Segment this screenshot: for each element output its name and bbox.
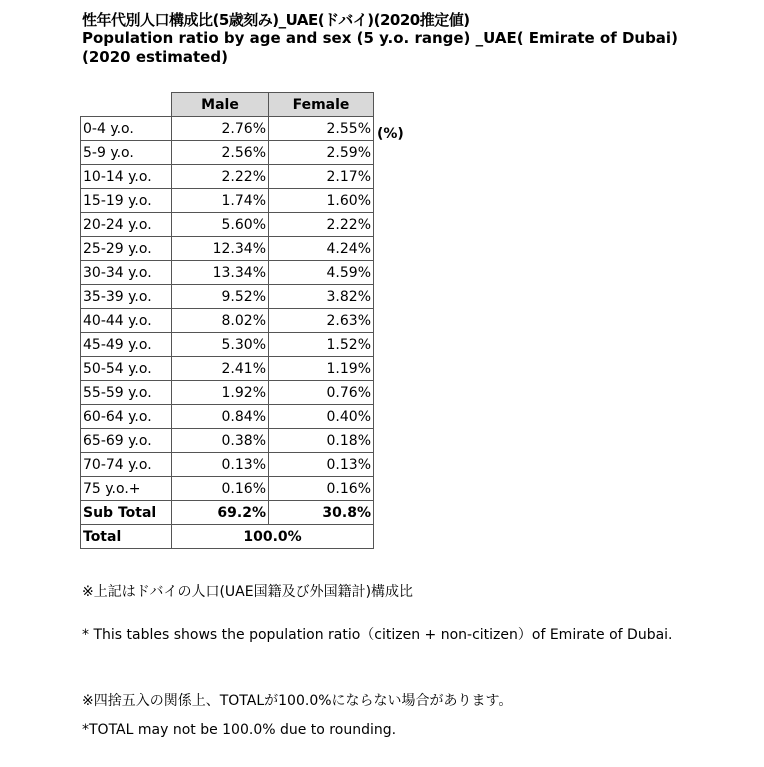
header-blank-cell xyxy=(81,93,172,117)
male-cell: 12.34% xyxy=(172,237,269,261)
table-row xyxy=(81,453,374,477)
male-cell: 0.16% xyxy=(172,477,269,501)
subtotal-male: 69.2% xyxy=(172,501,269,525)
age-cell: 45-49 y.o. xyxy=(81,333,172,357)
age-cell: 30-34 y.o. xyxy=(81,261,172,285)
female-cell: 0.40% xyxy=(269,405,374,429)
age-cell: 0-4 y.o. xyxy=(81,117,172,141)
female-cell: 0.18% xyxy=(269,429,374,453)
table-row xyxy=(81,213,374,237)
age-cell: 60-64 y.o. xyxy=(81,405,172,429)
male-cell: 1.74% xyxy=(172,189,269,213)
page-title-japanese: 性年代別人口構成比(5歳刻み)_UAE(ドバイ)(2020推定値) xyxy=(82,11,470,29)
table-row xyxy=(81,141,374,165)
population-ratio-table xyxy=(80,92,374,549)
female-cell: 1.60% xyxy=(269,189,374,213)
age-cell: 55-59 y.o. xyxy=(81,381,172,405)
age-cell: 35-39 y.o. xyxy=(81,285,172,309)
male-cell: 9.52% xyxy=(172,285,269,309)
table-row xyxy=(81,165,374,189)
table-row xyxy=(81,381,374,405)
table-row xyxy=(81,237,374,261)
table-row xyxy=(81,285,374,309)
note-english-composition: * This tables shows the population ratio（citizen + non-citizen）of Emirate of Dubai. xyxy=(82,627,673,643)
female-cell: 2.22% xyxy=(269,213,374,237)
female-cell: 1.19% xyxy=(269,357,374,381)
subtotal-row xyxy=(81,501,374,525)
female-cell: 0.16% xyxy=(269,477,374,501)
male-cell: 2.41% xyxy=(172,357,269,381)
age-cell: 10-14 y.o. xyxy=(81,165,172,189)
male-cell: 0.38% xyxy=(172,429,269,453)
male-cell: 2.76% xyxy=(172,117,269,141)
female-cell: 4.24% xyxy=(269,237,374,261)
age-cell: 20-24 y.o. xyxy=(81,213,172,237)
male-cell: 0.84% xyxy=(172,405,269,429)
female-cell: 0.76% xyxy=(269,381,374,405)
male-cell: 1.92% xyxy=(172,381,269,405)
subtotal-female: 30.8% xyxy=(269,501,374,525)
note-japanese-rounding: ※四捨五入の関係上、TOTALが100.0%にならない場合があります。 xyxy=(82,693,513,709)
total-row xyxy=(81,525,374,549)
table-row xyxy=(81,405,374,429)
table-row xyxy=(81,429,374,453)
age-cell: 70-74 y.o. xyxy=(81,453,172,477)
subtotal-label: Sub Total xyxy=(81,501,172,525)
male-cell: 5.60% xyxy=(172,213,269,237)
age-cell: 15-19 y.o. xyxy=(81,189,172,213)
table-row xyxy=(81,357,374,381)
female-cell: 2.59% xyxy=(269,141,374,165)
table-row xyxy=(81,333,374,357)
age-cell: 65-69 y.o. xyxy=(81,429,172,453)
female-cell: 4.59% xyxy=(269,261,374,285)
female-cell: 2.55% xyxy=(269,117,374,141)
male-cell: 8.02% xyxy=(172,309,269,333)
female-cell: 3.82% xyxy=(269,285,374,309)
female-cell: 0.13% xyxy=(269,453,374,477)
male-cell: 2.56% xyxy=(172,141,269,165)
age-cell: 5-9 y.o. xyxy=(81,141,172,165)
table-row xyxy=(81,117,374,141)
female-cell: 2.63% xyxy=(269,309,374,333)
age-cell: 25-29 y.o. xyxy=(81,237,172,261)
male-cell: 13.34% xyxy=(172,261,269,285)
male-cell: 0.13% xyxy=(172,453,269,477)
female-cell: 1.52% xyxy=(269,333,374,357)
table-row xyxy=(81,477,374,501)
unit-label: (%) xyxy=(377,126,404,142)
table-header-row xyxy=(81,93,374,117)
total-label: Total xyxy=(81,525,172,549)
note-english-rounding: *TOTAL may not be 100.0% due to rounding. xyxy=(82,722,397,738)
note-japanese-composition: ※上記はドバイの人口(UAE国籍及び外国籍計)構成比 xyxy=(82,584,414,600)
page-title-english: Population ratio by age and sex (5 y.o. range) _UAE( Emirate of Dubai) (2020 estimated) xyxy=(82,29,678,66)
male-cell: 2.22% xyxy=(172,165,269,189)
header-female: Female xyxy=(269,93,374,117)
table-row xyxy=(81,189,374,213)
age-cell: 40-44 y.o. xyxy=(81,309,172,333)
table-row xyxy=(81,309,374,333)
table-row xyxy=(81,261,374,285)
age-cell: 50-54 y.o. xyxy=(81,357,172,381)
male-cell: 5.30% xyxy=(172,333,269,357)
header-male: Male xyxy=(172,93,269,117)
total-value: 100.0% xyxy=(172,525,374,549)
female-cell: 2.17% xyxy=(269,165,374,189)
table-body xyxy=(81,117,374,501)
age-cell: 75 y.o.+ xyxy=(81,477,172,501)
